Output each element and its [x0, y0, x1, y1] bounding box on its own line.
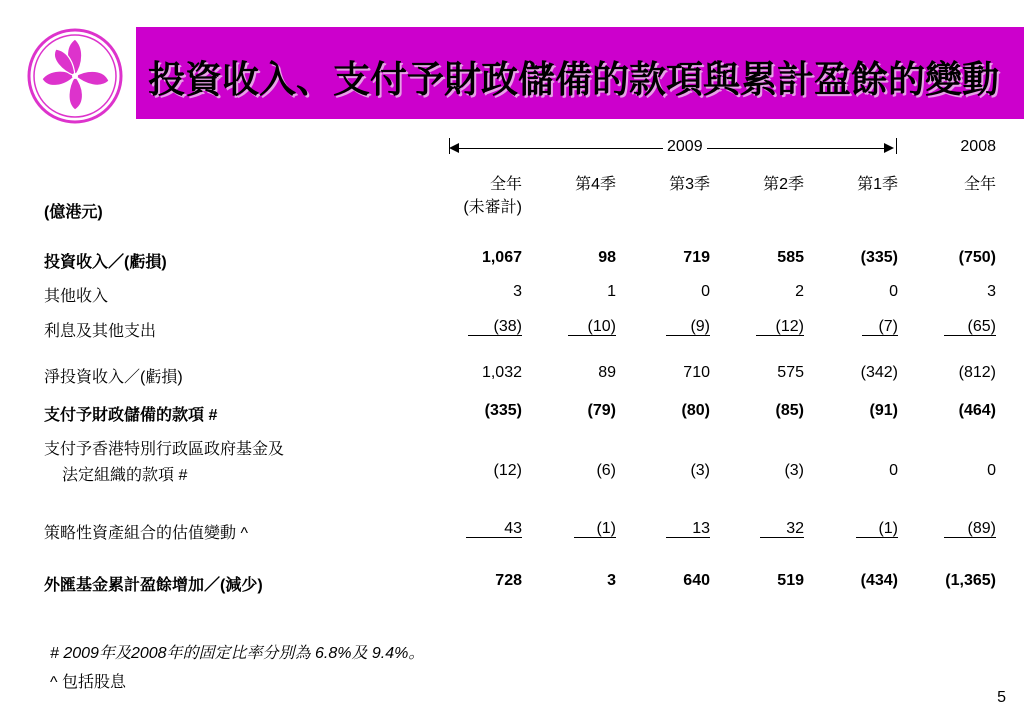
row-label-investment-income: 投資收入／(虧損): [44, 254, 167, 271]
table-cell: 1,032: [481, 364, 522, 381]
table-cell: (1): [856, 520, 898, 538]
row-label-net-investment-income: 淨投資收入／(虧損): [44, 369, 183, 386]
table-cell: 728: [495, 572, 522, 589]
table-cell: (89): [944, 520, 996, 538]
row-label-payment-to-hksar-funds-line2: 法定組織的款項 #: [62, 467, 188, 484]
year-2009-label: 2009: [663, 138, 707, 156]
table-cell: 640: [683, 572, 710, 589]
table-cell: 89: [598, 364, 616, 381]
table-cell: 98: [598, 249, 616, 266]
table-cell: (750): [958, 249, 996, 266]
page-title: 投資收入、支付予財政儲備的款項與累計盈餘的變動: [148, 57, 999, 101]
table-cell: (1): [574, 520, 616, 538]
col-header-q1: 第1季: [857, 176, 898, 193]
col-header-q2: 第2季: [763, 176, 804, 193]
table-cell: 0: [701, 283, 710, 300]
table-cell: 519: [777, 572, 804, 589]
table-cell: (3): [784, 462, 804, 479]
bauhinia-logo-icon: [26, 27, 124, 125]
table-cell: 719: [683, 249, 710, 266]
table-cell: (80): [681, 402, 710, 419]
table-cell: 0: [987, 462, 996, 479]
col-header-2008-full-year: 全年: [963, 176, 996, 193]
table-cell: (7): [862, 318, 898, 336]
row-label-payment-to-hksar-funds: 支付予香港特別行政區政府基金及: [44, 441, 285, 458]
unit-label: (億港元): [44, 204, 103, 221]
col-header-line1: 全年: [489, 176, 522, 193]
table-cell: (3): [690, 462, 710, 479]
table-cell: (464): [958, 402, 996, 419]
table-cell: (812): [958, 364, 996, 381]
row-label-other-income: 其他收入: [44, 288, 109, 305]
table-cell: 32: [760, 520, 804, 538]
title-bar: [136, 27, 1024, 119]
table-cell: (342): [860, 364, 898, 381]
table-cell: (6): [596, 462, 616, 479]
table-cell: (85): [775, 402, 804, 419]
page-number: 5: [997, 689, 1006, 706]
table-cell: 1: [607, 283, 616, 300]
table-cell: (9): [666, 318, 710, 336]
row-label-payment-to-fiscal-reserves: 支付予財政儲備的款項 #: [44, 407, 218, 424]
row-label-accumulated-surplus-change: 外匯基金累計盈餘增加／(減少): [44, 577, 263, 594]
footnote-dividends: ^ 包括股息: [50, 674, 126, 691]
table-cell: (10): [568, 318, 616, 336]
table-cell: (335): [484, 402, 522, 419]
footnote-fixed-rate: # 2009年及2008年的固定比率分別為 6.8%及 9.4%。: [50, 645, 425, 662]
table-cell: (335): [860, 249, 898, 266]
table-cell: 710: [683, 364, 710, 381]
table-cell: (91): [869, 402, 898, 419]
col-header-line2: (未審計): [463, 199, 522, 216]
table-cell: 3: [607, 572, 616, 589]
table-cell: 1,067: [481, 249, 522, 266]
table-cell: 0: [889, 462, 898, 479]
col-header-2009-full-year: [430, 171, 522, 217]
table-cell: (1,365): [945, 572, 996, 589]
table-cell: (12): [493, 462, 522, 479]
table-cell: (434): [860, 572, 898, 589]
table-cell: 3: [513, 283, 522, 300]
table-cell: (65): [944, 318, 996, 336]
table-cell: 585: [777, 249, 804, 266]
table-cell: (12): [756, 318, 804, 336]
row-label-interest-expenses: 利息及其他支出: [44, 323, 157, 340]
table-cell: 2: [795, 283, 804, 300]
year-2008-label: 2008: [960, 138, 996, 155]
col-header-q3: 第3季: [669, 176, 710, 193]
table-cell: 43: [466, 520, 522, 538]
table-cell: 575: [777, 364, 804, 381]
arrow-right-icon: [884, 143, 894, 153]
col-header-q4: 第4季: [575, 176, 616, 193]
table-cell: 0: [889, 283, 898, 300]
table-cell: 13: [666, 520, 710, 538]
table-cell: (38): [468, 318, 522, 336]
row-label-strategic-portfolio-revaluation: 策略性資產組合的估值變動 ^: [44, 525, 248, 542]
table-cell: (79): [587, 402, 616, 419]
table-cell: 3: [987, 283, 996, 300]
year-range-end-tick: [896, 138, 897, 154]
